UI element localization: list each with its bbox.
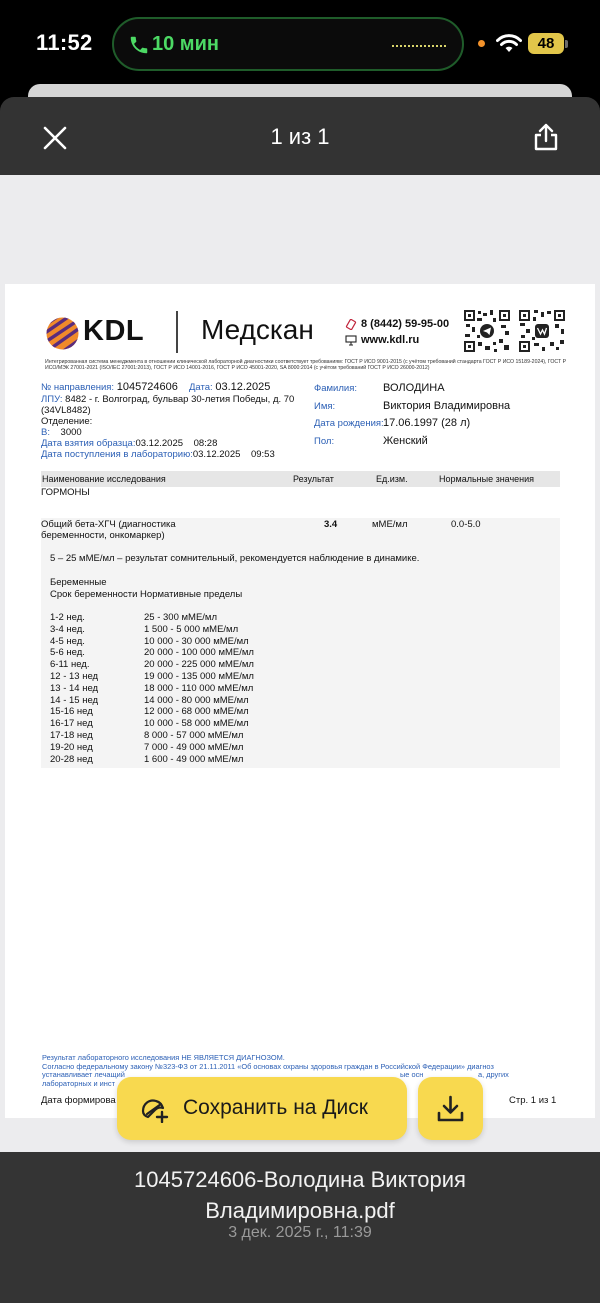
week-term: 6-11 нед. xyxy=(50,659,90,671)
week-term: 4-5 нед. xyxy=(50,635,85,647)
week-range: 19 000 - 135 000 мМЕ/мл xyxy=(144,671,254,682)
referral-label: № направления: xyxy=(41,382,115,393)
lpu-code: (34VL8482) xyxy=(41,405,91,416)
header-norm: Нормальные значения xyxy=(439,474,535,484)
v-value: 3000 xyxy=(60,427,82,438)
disclaimer-line: устанавливает лечащий ые осн а, других xyxy=(42,1070,509,1080)
wifi-icon xyxy=(496,34,522,54)
week-range: 12 000 - 68 000 мМЕ/мл xyxy=(144,706,249,718)
result-note: 5 – 25 мМЕ/мл – результат сомнительный, рекомендуется наблюдение в динамике. xyxy=(50,553,420,564)
week-term: 16-17 нед xyxy=(50,718,93,730)
qr-code-vk-icon[interactable] xyxy=(518,309,566,353)
surname-value: ВОЛОДИНА xyxy=(383,382,445,394)
sex-label: Пол: xyxy=(314,436,335,447)
battery-tip xyxy=(565,40,568,48)
arrival-date-label: Дата поступления в лабораторию: xyxy=(41,449,193,460)
footer-date: Дата формирова xyxy=(41,1095,116,1106)
name-label: Имя: xyxy=(314,401,336,412)
qr-code-telegram-icon[interactable] xyxy=(463,309,511,353)
table-row xyxy=(41,518,560,768)
week-term: 1-2 нед. xyxy=(50,612,85,623)
phone-icon xyxy=(128,34,150,56)
file-date: 3 дек. 2025 г., 11:39 xyxy=(228,1224,372,1241)
header-test-name: Наименование исследования xyxy=(42,474,166,484)
week-range: 1 600 - 49 000 мМЕ/мл xyxy=(144,753,244,765)
week-range: 8 000 - 57 000 мМЕ/мл xyxy=(144,730,244,741)
section-title: ГОРМОНЫ xyxy=(41,487,90,498)
week-term: 14 - 15 нед xyxy=(50,694,99,706)
sex-value: Женский xyxy=(383,435,428,447)
test-result: 3.4 xyxy=(324,519,338,530)
lpu-value: 8482 - г. Волгоград, бульвар 30-летия Победы, д. 70 xyxy=(65,394,295,405)
week-term: 3-4 нед. xyxy=(50,623,85,635)
week-range: 20 000 - 225 000 мМЕ/мл xyxy=(144,659,254,671)
week-range: 25 - 300 мМЕ/мл xyxy=(144,612,217,623)
save-to-disk-label: Сохранить на Диск xyxy=(183,1096,368,1119)
header-unit: Ед.изм. xyxy=(376,474,408,484)
header-result: Результат xyxy=(293,474,334,484)
sample-date-value: 03.12.2025 08:28 xyxy=(135,438,218,449)
term-header: Срок беременности Нормативные пределы xyxy=(50,589,243,600)
week-term: 19-20 нед xyxy=(50,741,93,753)
name-value: Виктория Владимировна xyxy=(383,400,511,412)
partner-logo-text: Медскан xyxy=(201,314,314,345)
pregnant-label: Беременные xyxy=(50,577,107,588)
save-to-disk-button[interactable] xyxy=(117,1077,407,1140)
v-label: В: xyxy=(41,427,50,438)
birth-label: Дата рождения: xyxy=(314,418,384,429)
week-term: 5-6 нед. xyxy=(50,647,85,659)
week-term: 13 - 14 нед xyxy=(50,682,99,694)
week-range: 18 000 - 110 000 мМЕ/мл xyxy=(144,682,254,694)
phone-icon xyxy=(345,319,357,330)
file-name: 1045724606-Володина Виктория Владимировна.pdf xyxy=(134,1167,466,1223)
lpu-label: ЛПУ: xyxy=(41,394,63,405)
download-button[interactable] xyxy=(418,1077,483,1140)
certification-text: Интегрированная система менеджмента в отношении клинической лабораторной диагностики соответствует требованиям: ГОСТ Р ИСО 9001-2015 (с учётом требований стандарта ГОСТ Р ИСО 15189-2024), ГОСТ Р ИСО/МЭК 27001-2021 (ISO/IEC 27001:2013), ГОСТ Р ИСО 14001-2016, ГОСТ Р ИСО 45001-2020, SA 8000:2014 (с учётом требований ГОСТ Р ИСО 26000-2012) xyxy=(45,359,567,372)
results-table-header xyxy=(41,471,560,487)
status-time: 11:52 xyxy=(36,30,93,55)
viewer-toolbar xyxy=(0,97,600,175)
document-viewer[interactable] xyxy=(0,175,600,1152)
birth-value: 17.06.1997 (28 л) xyxy=(383,417,471,429)
arrival-date-value: 03.12.2025 09:53 xyxy=(192,449,275,460)
week-term: 12 - 13 нед xyxy=(50,671,99,682)
page-counter: 1 из 1 xyxy=(270,124,330,149)
disclaimer-line: лабораторных и инст xyxy=(42,1078,115,1088)
cloud-disk-icon xyxy=(139,1095,169,1123)
download-icon xyxy=(436,1094,465,1123)
test-name: Общий бета-ХГЧ (диагностика беременности, онкомаркер) xyxy=(41,519,176,541)
monitor-icon xyxy=(345,335,357,346)
brand-logo-text: KDL xyxy=(83,315,145,347)
disclaimer-line: Результат лабораторного исследования НЕ ЯВЛЯЕТСЯ ДИАГНОЗОМ. xyxy=(42,1053,285,1062)
share-icon[interactable] xyxy=(533,122,559,152)
week-term: 17-18 нед xyxy=(50,730,93,741)
kdl-logo-icon xyxy=(46,317,79,350)
logo-divider xyxy=(176,311,178,353)
call-duration: 10 мин xyxy=(152,33,219,55)
footer-page-number: Стр. 1 из 1 xyxy=(509,1095,557,1106)
contact-website: www.kdl.ru xyxy=(361,334,420,346)
week-range: 10 000 - 30 000 мМЕ/мл xyxy=(144,635,249,647)
week-term: 20-28 нед xyxy=(50,753,93,765)
week-range: 1 500 - 5 000 мМЕ/мл xyxy=(144,623,239,635)
call-indicator[interactable] xyxy=(112,17,464,71)
week-range: 20 000 - 100 000 мМЕ/мл xyxy=(144,647,254,659)
test-unit: мМЕ/мл xyxy=(372,519,408,530)
battery-icon: 48 xyxy=(528,33,564,54)
date-label: Дата: xyxy=(189,382,213,393)
audio-wave-icon xyxy=(392,45,446,47)
surname-label: Фамилия: xyxy=(314,383,357,394)
contact-phone: 8 (8442) 59-95-00 xyxy=(361,318,450,330)
privacy-indicator xyxy=(478,40,485,47)
week-range: 14 000 - 80 000 мМЕ/мл xyxy=(144,694,249,706)
week-range: 10 000 - 58 000 мМЕ/мл xyxy=(144,718,249,730)
referral-value: 1045724606 xyxy=(116,381,178,393)
sample-date-label: Дата взятия образца: xyxy=(41,438,136,449)
test-norm: 0.0-5.0 xyxy=(451,519,481,530)
date-value: 03.12.2025 xyxy=(215,381,271,393)
week-range: 7 000 - 49 000 мМЕ/мл xyxy=(144,741,244,753)
department-label: Отделение: xyxy=(41,416,93,427)
week-term: 15-16 нед xyxy=(50,706,93,718)
pdf-page xyxy=(5,284,595,1118)
file-info-panel xyxy=(0,1152,600,1303)
disclaimer-line: Согласно федеральному закону №323-ФЗ от 21.11.2011 «Об основах охраны здоровья граждан в Российской Федерации» диагноз xyxy=(42,1061,494,1071)
